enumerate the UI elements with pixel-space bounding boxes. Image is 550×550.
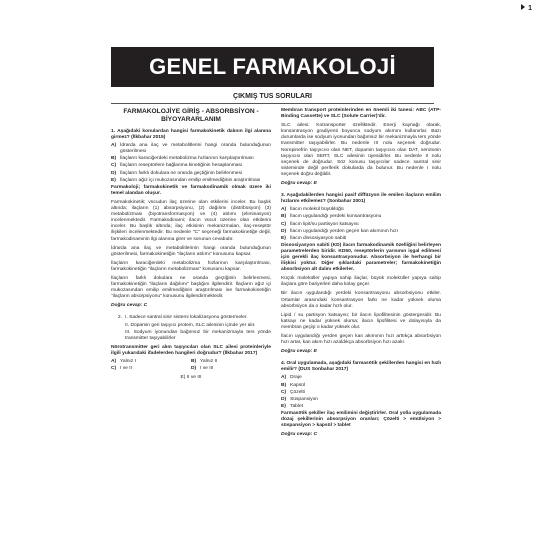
divider xyxy=(111,103,434,104)
explanation-paragraph: Membran transport proteinlerinden en önemli iki tanesi: ABC (ATP-Binding Cassette) ve SLC (Solute Carrier)'dir. xyxy=(281,108,441,120)
answer-label: Doğru cevap: E xyxy=(281,349,317,355)
question-1-options xyxy=(111,143,271,184)
question-1-stem: 1. Aşağıdaki konulardan hangisi farmakokinetik dalının ilgi alanına girmez? (İlkbahar 2015) xyxy=(111,129,271,141)
option: E) İlacın dissosiyasyon sabiti xyxy=(281,235,347,241)
question-2-stem: Nörotransmitter geri alım taşıyıcıları olan SLC ailesi proteinleriyle ilgili yukarıdaki ifadelerden hangileri doğrudur? (İlkbahar 2017) xyxy=(111,344,271,356)
option: D) İlacın uygulandığı yerden geçen kan akımının hızı xyxy=(281,228,398,234)
explanation-paragraph: Dissosiyasyon sabiti (KD) ilacın farmakodinamik özelliğini belirleyen parametrelerden biridir. KD50, reseptörlerin yarısının işgal edilmesi için gerekli ilaç konsantrasyonudur. Absorbsiyon ile herhangi bir ilişkisi yoktur. Diğer şıklardaki parametreler; farmakokinetiğin absorbsiyon alt dalını etkilerler. xyxy=(281,242,441,273)
answer-label: Doğru cevap: C xyxy=(111,303,148,309)
option: A) Draje xyxy=(281,375,302,381)
option: C) Çözelti xyxy=(281,389,305,395)
left-column xyxy=(111,108,271,381)
option: D) I ve III xyxy=(191,366,214,372)
page-number: 1 xyxy=(521,4,532,12)
option: A) İdrarda ana ilaç ve metabolitlerini hangi oranda bulunduğunun gösterilmesi xyxy=(111,143,271,155)
explanation-paragraph: Farmakokinetik; vücudun ilaç üzerine olan etkilerini inceler. Bu başlık altında; ilaçların (1) absorpsiyonu, (2) dağılımı (distribüsyon) (3) metabolizması (biyotransformasyon) ve (4) atılımı (eliminasyon) incelenmektedir. Farmakodinami; ilacın vücut üzerine olan etkilerini inceler. Bu başlık altında; ilaç etkisinin mekanizmaları, ilaç-reseptör ilişkileri incelenmektedir. Bu nedenle "C" seçeneği farmakokinetiğe değil, farmakodinaminin ilgi alanına girer ve sorunun cevabıdır. xyxy=(111,199,271,242)
option: E) II ve III xyxy=(180,375,202,381)
answer-label: Doğru cevap: C xyxy=(281,432,318,438)
section-title: FARMAKOLOJİYE GİRİŞ - ABSORBSİYON - BİYOYARARLANIM xyxy=(123,108,259,123)
explanation-paragraph: SLC ailesi: Kotransporter özelliktedir. Enerji kaynağı olarak, konsantrasyon gradiyenti boyunca sodyum akımını kullanırlar. Bazı durumlarda ise sodyum iyonundan bağımsız bir mekanizmayla ters yönde transmitter taşıyabilirler. Bu nedenle III nolu seçenek doğrudur. Norepinefrin taşıyıcısı olan NET, dopamin taşıyıcısı olan DAT, serotonin taşıyıcısı olan SERT, SLC ailesinin üyesidirler. Bu nedenle II nolu seçenek de doğrudur. Söz konusu taşıyıcılar sadece santral sinir sisteminde değil periferik dokularda da bulunur. Bu nedenle I nolu seçenek doğru değildir. xyxy=(281,123,441,177)
question-3-options xyxy=(281,207,441,241)
option: C) İlaçların reseptörlere bağlanma kinetiğinin hesaplanması xyxy=(111,163,243,169)
option: B) Kapsül xyxy=(281,382,305,388)
question-2 xyxy=(111,315,271,381)
page-subtitle: ÇIKMIŞ TUS SORULARI xyxy=(233,93,312,100)
question-2-options xyxy=(111,359,271,373)
question-3-stem: 3. Aşağıdakilerden hangisi pasif diffüzyon ile emilen ilaçların emilim hızlarını etkilemez? (Sonbahar 2001) xyxy=(281,193,441,205)
question-4-options xyxy=(281,375,441,409)
option: B) Yalnız II xyxy=(191,359,218,364)
question-4-stem: 4. Oral uygulamada, aşağıdaki farmasötik şekillerden hangisi en hızlı emilir? (DUS Sonbahar 2017) xyxy=(281,361,441,373)
answer-label: Doğru cevap: E xyxy=(281,181,317,187)
option: C) I ve II xyxy=(111,366,132,372)
statement: 2. I. Sadece santral sinir sistemi lokalizasyonu göstermeler. xyxy=(117,315,248,321)
option: D) İlaçların farklı dokulara ne oranda geçtiğinin belirlenmesi xyxy=(111,170,243,176)
right-column xyxy=(281,108,441,444)
option: A) İlacın molekül büyüklüğü xyxy=(281,207,344,213)
chapter-title: GENEL FARMAKOLOJİ xyxy=(111,47,434,87)
explanation-paragraph: Farmakoloji; farmakokinetik ve farmakodinamik olmak üzere iki temel alandan oluşur. xyxy=(111,184,271,196)
option: C) İlacın lipit/su partisyon katsayısı xyxy=(281,221,359,227)
option: E) İlaçların ağız içi mukozasından emilip emilmediğinin araştırılması xyxy=(111,177,261,183)
option: B) İlaçların karaciğerdeki metabolizma hızlarının karşılaştırılması xyxy=(111,156,254,162)
explanation-paragraph: Lipid / su partisyon katsayısı; bir ilacın lipofilitesinin göstergesidir. Bu katsayı ne kadar yüksek olursa; ilacın lipofilitesi ve dolayısıyla da membran geçişi o kadar yüksek olur. xyxy=(281,312,441,330)
option: E) Tablet xyxy=(281,403,304,409)
statement: II. Dopamin geri taşıyıcı protein, SLC ailesinin içinde yer alır. xyxy=(125,322,256,328)
explanation-paragraph: İlacın uygulandığı yerden geçen kan akımının hızı arttıkça absorbsiyon hızı artar, kan akım hızı azaldıkça absorbsiyon hızı azalır. xyxy=(281,334,441,346)
option: B) İlacın uygulandığı yerdeki konsantrasyonu xyxy=(281,214,382,220)
option: A) Yalnız I xyxy=(111,359,136,364)
explanation-paragraph: Farmasötik şekiller ilaç emilimini değiştirirler. Oral yolla uygulamada dozaj şekillerinin absorpsiyon oranları; Çözelti > emülsiyon > süspansiyon > kapsül > tablet xyxy=(281,410,441,429)
explanation-paragraph: İlaçların karaciğerdeki metabolizma hızlarının karşılaştırılması, farmakokinetiğin "ilaçların metabolizması" konusunu kapsar. xyxy=(111,260,271,272)
explanation-paragraph: Küçük moleküller yapıya sahip ilaçlar, büyük moleküller yapıya sahip ilaçlara göre bariyerleri daha kolay geçer. xyxy=(281,276,441,288)
triangle-marker-icon xyxy=(521,4,525,10)
explanation-paragraph: Bir ilacın uygulandığı yerdeki konsantrasyonu absorbsiyonu etkiler. Ortamlar arasındaki konsantrasyon farkı ne kadar yüksek olursa absorbsiyon da o kadar hızlı olur. xyxy=(281,291,441,309)
statement: III. Sodyum iyonundan bağımsız bir mekanizmayla ters yönde transmitter taşıyabilirler xyxy=(125,329,271,341)
explanation-paragraph: İlaçların farklı dokulara ne oranda geçtiğinin belirlenmesi, farmakokinetiğin "ilaçların dağılımı" başlığını ilgilendirir. İlaçların ağız içi mukozasından emilip emilmediğinin araştırılması ise farmakokinetiğin "ilaçların absorpsiyonu" konusunu ilgilendirmektedir. xyxy=(111,275,271,300)
option: D) Süspansiyon xyxy=(281,396,319,402)
explanation-paragraph: İdrarda ana ilaç ve metabolitlerinin hangi oranda bulunduğunun gösterilmesi, farmakokinetiğin "ilaçların atılımı" konusunu kapsar. xyxy=(111,245,271,257)
